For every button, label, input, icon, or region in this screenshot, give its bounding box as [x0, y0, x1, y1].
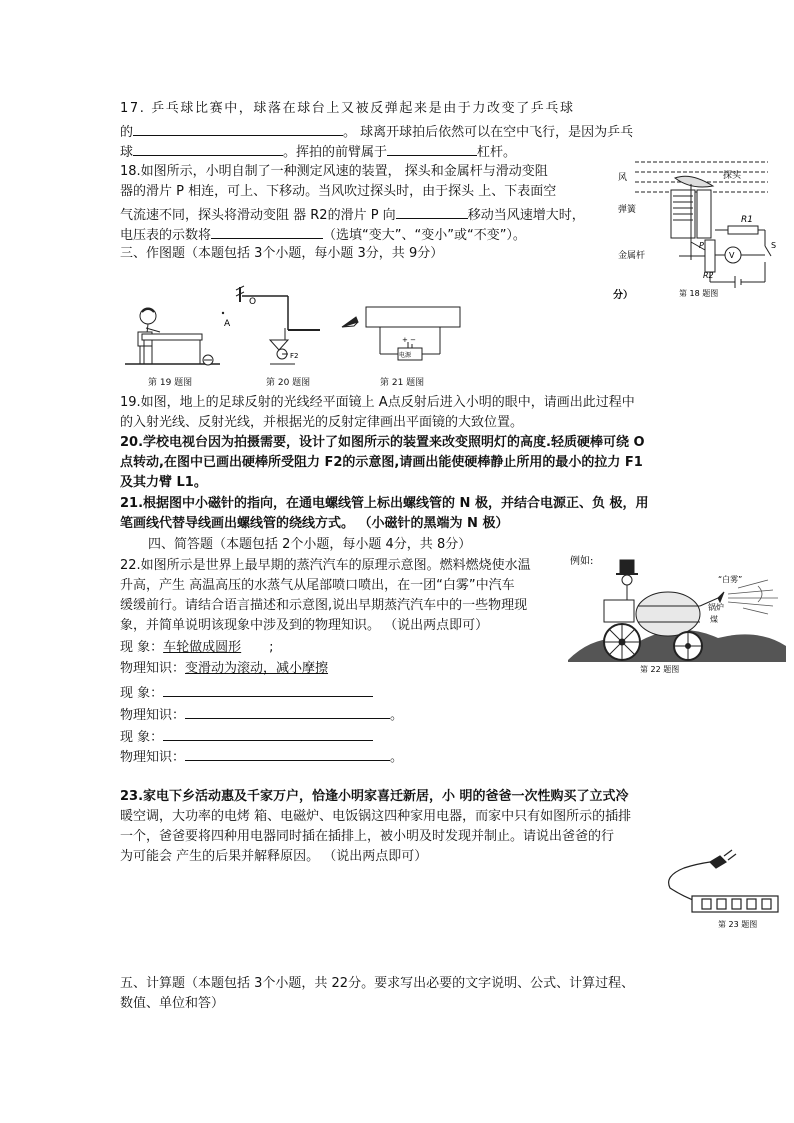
q20-line3: 及其力臂 L1。	[120, 475, 207, 490]
q22-knowledge-2-blank[interactable]	[185, 746, 390, 761]
q20-line2: 点转动,在图中已画出硬棒所受阻力 F2的示意图,请画出能使硬棒静止所用的最小的拉力 F1	[120, 455, 643, 470]
fig18-p-label: P	[699, 241, 704, 250]
fig22-fog-label: “白雾”	[718, 575, 743, 584]
fig21-caption: 第 21 题图	[380, 378, 425, 388]
q17-line3	[120, 141, 516, 162]
q23-line3: 一个，爸爸要将四种用电器同时插在插排上，被小明及时发现并制止。请说出爸爸的行	[120, 829, 615, 844]
q23-line1: 23.家电下乡活动惠及千家万户，恰逢小明家喜迁新居，小 明的爸爸一次性购买了立式冷	[120, 789, 629, 804]
q18-blank-1[interactable]	[396, 204, 468, 219]
fig18-voltmeter-label: V	[729, 251, 735, 260]
q21-line1: 21.根据图中小磁针的指向，在通电螺线管上标出螺线管的 N 极，并结合电源正、负 极，用	[120, 496, 649, 511]
fig22-caption: 第 22 题图	[640, 665, 680, 674]
q20-line1: 20.学校电视台因为拍摄需要，设计了如图所示的装置来改变照明灯的高度.轻质硬棒可绕 O	[120, 435, 645, 450]
q22-example-phenomenon-label: 现 象：	[120, 640, 164, 655]
fig22-steam-car	[568, 550, 786, 676]
fig23-power-strip	[656, 836, 782, 932]
fig18-r1-label: R1	[741, 215, 753, 225]
q22-knowledge-1-blank[interactable]	[185, 704, 390, 719]
q22-line2: 升高，产生 高温高压的水蒸气从尾部喷口喷出，在一团“白雾”中汽车	[120, 578, 515, 593]
q17-text: 。 球离开球拍后依然可以在空中飞行，是因为乒乓	[343, 125, 634, 140]
q18-text: 气流速不同，探头将滑动变阻 器 R2的滑片 P 向	[120, 208, 396, 223]
fig20-o-label: O	[249, 297, 257, 307]
q22-answer-knowledge-1	[120, 704, 403, 725]
q22-answer-phenomenon-2	[120, 726, 373, 747]
q17-blank-2[interactable]	[133, 141, 283, 156]
section-5-heading-line2: 数值、单位和答）	[120, 996, 225, 1011]
q17-blank-3[interactable]	[387, 141, 477, 156]
section-4-heading: 四、简答题（本题包括 2个小题，每小题 4分，共 8分）	[148, 537, 472, 552]
fig18-score-fragment: 分）	[613, 290, 633, 300]
fig18-wind-speed-device	[613, 150, 783, 300]
fig22-fog	[728, 580, 778, 614]
q17-text: 。挥拍的前臂属于	[283, 145, 388, 160]
q22-example-phenomenon-row	[120, 639, 274, 657]
q22-line4: 象，并简单说明该现象中涉及到的物理知识。 （说出两点即可）	[120, 618, 489, 633]
fig20-caption: 第 20 题图	[266, 378, 311, 388]
q17-text: 的	[120, 125, 134, 140]
figs-19-21	[120, 282, 470, 387]
q19-line1: 19.如图，地上的足球反射的光线经平面镜上 A点反射后进入小明的眼中，请画出此过程中	[120, 395, 635, 410]
q22-phenomenon-1-blank[interactable]	[163, 682, 373, 697]
q21-line2: 笔画线代替导线画出螺线管的绕线方式。 （小磁针的黑端为 N 极）	[120, 516, 509, 531]
fig22-boiler-label: 锅炉	[708, 603, 724, 612]
q22-line3: 缓缓前行。请结合语言描述和示意图,说出早期蒸汽汽车中的一些物理现	[120, 598, 528, 613]
fig18-r2-label: R2	[703, 271, 714, 280]
fig18-wind-label: 风	[618, 173, 628, 183]
q18-line1: 18.如图所示，小明自制了一种测定风速的装置， 探头和金属杆与滑动变阻	[120, 164, 548, 179]
fig19-a-label: A	[224, 319, 231, 329]
q22-phenomenon-label: 现 象：	[120, 686, 164, 701]
q17-blank-1[interactable]	[133, 121, 343, 136]
q17-text: 球	[120, 145, 134, 160]
fig19-caption: 第 19 题图	[148, 378, 193, 388]
q22-period: 。	[390, 708, 404, 723]
fig18-caption: 第 18 题图	[679, 289, 719, 298]
q18-text: 电压表的示数将	[120, 228, 212, 243]
fig19-point-a	[222, 312, 224, 314]
q17-line2	[120, 121, 633, 142]
q18-blank-2[interactable]	[211, 224, 323, 239]
q22-line1: 22.如图所示是世界上最早期的蒸汽汽车的原理示意图。燃料燃烧使水温	[120, 558, 531, 573]
fig18-rod-label: 金属杆	[618, 251, 646, 261]
q23-line4: 为可能会 产生的后果并解释原因。 （说出两点即可）	[120, 849, 428, 864]
q22-period: 。	[390, 750, 404, 765]
fig21-polarity-label: + −	[402, 336, 416, 344]
q17-text: 杠杆。	[477, 145, 517, 160]
fig19-boy-at-table	[125, 308, 220, 365]
q22-phenomenon-2-blank[interactable]	[163, 726, 373, 741]
q18-line4	[120, 224, 526, 245]
q17-line1: 17. 乒乓球比赛中，球落在球台上又被反弹起来是由于力改变了乒乓球	[120, 101, 575, 116]
q23-line2: 暖空调，大功率的电烤 箱、电磁炉、电饭锅这四种家用电器，而家中只有如图所示的插排	[120, 809, 632, 824]
q18-line2: 器的滑片 P 相连，可上、下移动。当风吹过探头时，由于探头 上、下表面空	[120, 184, 557, 199]
fig23-caption: 第 23 题图	[718, 920, 758, 929]
fig21-power-label: 电源	[399, 352, 412, 359]
section-3-heading: 三、作图题（本题包括 3个小题，每小题 3分，共 9分）	[120, 246, 444, 261]
q22-example-semicolon: ;	[269, 640, 274, 655]
fig18-spring-label: 弹簧	[618, 205, 637, 215]
q22-phenomenon-label: 现 象：	[120, 730, 164, 745]
q22-knowledge-label: 物理知识：	[120, 708, 186, 723]
q22-example-knowledge: 变滑动为滚动，减小摩擦	[185, 661, 329, 676]
fig20-f2-label: F2	[290, 352, 299, 360]
fig22-example-label: 例如:	[570, 556, 594, 567]
fig18-probe-label: 探头	[723, 171, 742, 181]
q18-line3	[120, 204, 585, 225]
q22-knowledge-label: 物理知识：	[120, 750, 186, 765]
q22-answer-knowledge-2	[120, 746, 403, 767]
q19-line2: 的入射光线、反射光线，并根据光的反射定律画出平面镜的大致位置。	[120, 415, 524, 430]
q22-example-knowledge-label: 物理知识：	[120, 661, 186, 676]
fig22-coal-label: 煤	[710, 615, 718, 624]
fig18-switch-label: S	[771, 241, 777, 250]
q22-answer-phenomenon-1	[120, 682, 373, 703]
section-5-heading-line1: 五、计算题（本题包括 3个小题，共 22分。要求写出必要的文字说明、公式、计算过程、	[120, 976, 635, 991]
q22-example-phenomenon: 车轮做成圆形	[163, 640, 242, 655]
q22-example-knowledge-row	[120, 660, 328, 678]
q18-text: 移动当风速增大时，	[467, 208, 585, 223]
q18-text: （选填“变大”、“变小”或“不变”）。	[323, 228, 526, 243]
